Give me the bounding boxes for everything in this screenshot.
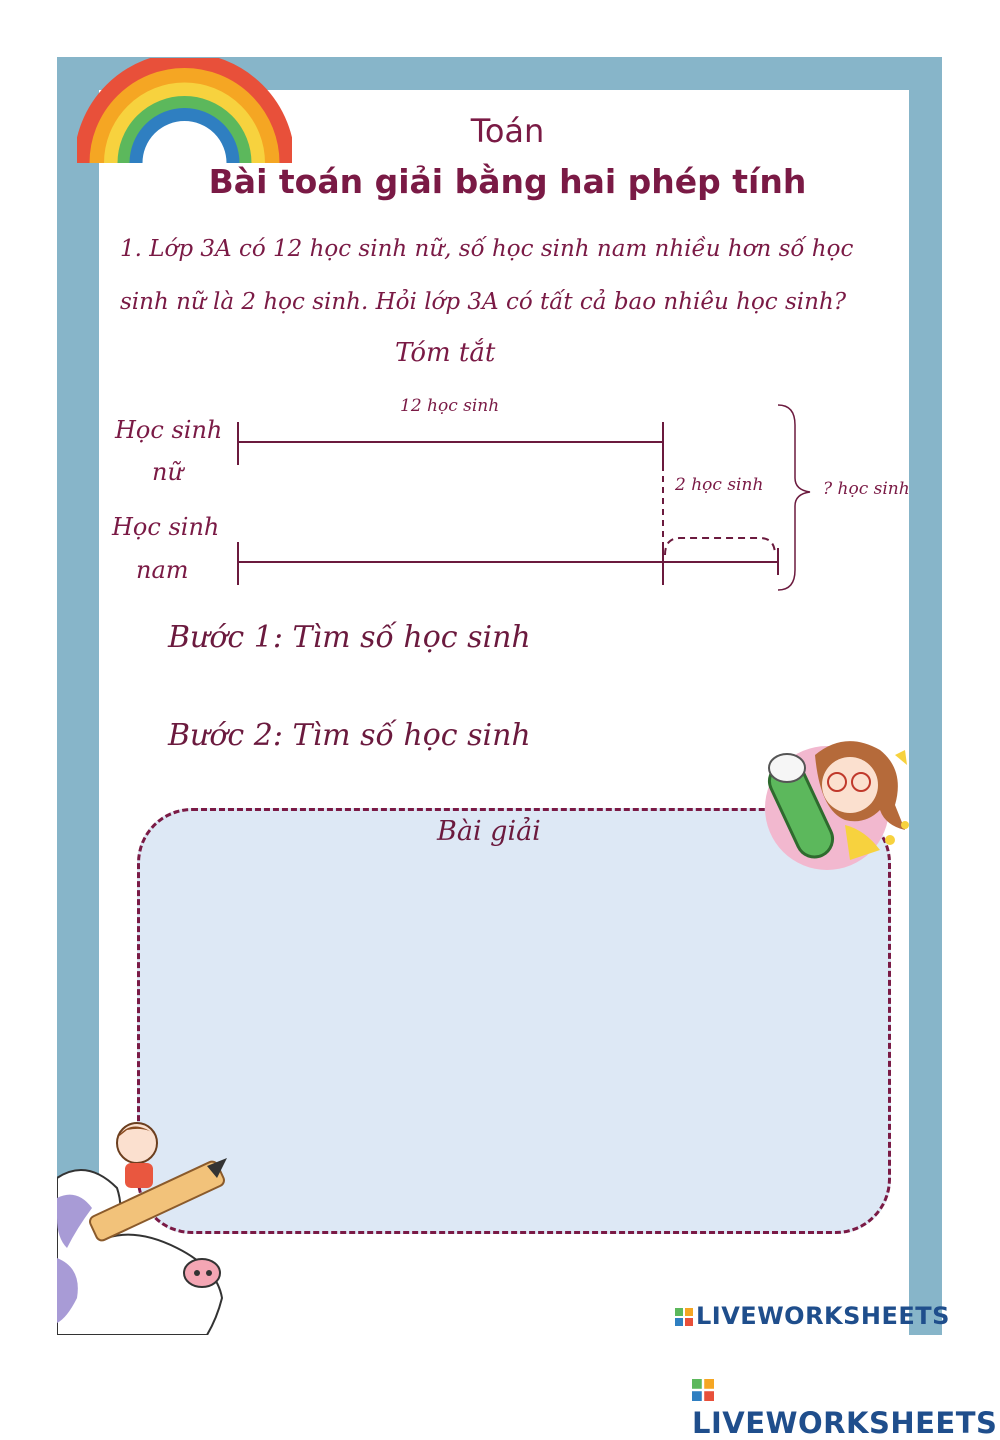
extra-value-label: 2 học sinh xyxy=(675,475,764,495)
girls-label-line-1: Học sinh xyxy=(115,416,223,444)
lesson-title: Bài toán giải bằng hai phép tính xyxy=(208,162,807,201)
watermark-inner xyxy=(675,1302,950,1330)
segment-diagram xyxy=(0,0,1000,620)
watermark-footer xyxy=(692,1372,1000,1440)
summary-heading: Tóm tắt xyxy=(395,338,496,368)
total-value-label: ? học sinh xyxy=(823,479,910,499)
boys-label-line-1: Học sinh xyxy=(112,513,220,541)
watermark-inner-text: LIVEWORKSHEETS xyxy=(696,1302,950,1330)
step-2-text: Bước 2: Tìm số học sinh xyxy=(168,718,531,753)
subject-title: Toán xyxy=(470,112,545,150)
boys-label-line-2: nam xyxy=(136,556,189,584)
liveworksheets-logo-icon xyxy=(675,1308,693,1326)
girls-value-label: 12 học sinh xyxy=(400,396,500,416)
problem-line-2: sinh nữ là 2 học sinh. Hỏi lớp 3A có tất cả bao nhiêu học sinh? xyxy=(120,289,847,315)
answer-heading: Bài giải xyxy=(437,816,541,847)
watermark-footer-text: LIVEWORKSHEETS xyxy=(692,1406,998,1440)
liveworksheets-logo-icon xyxy=(692,1379,714,1401)
step-1-text: Bước 1: Tìm số học sinh xyxy=(168,620,531,655)
problem-line-1: 1. Lớp 3A có 12 học sinh nữ, số học sinh nam nhiều hơn số học xyxy=(120,236,854,262)
boy-on-pencil-icon xyxy=(57,1118,232,1335)
girl-with-pencil-icon xyxy=(755,730,925,880)
girls-label-line-2: nữ xyxy=(152,458,183,486)
